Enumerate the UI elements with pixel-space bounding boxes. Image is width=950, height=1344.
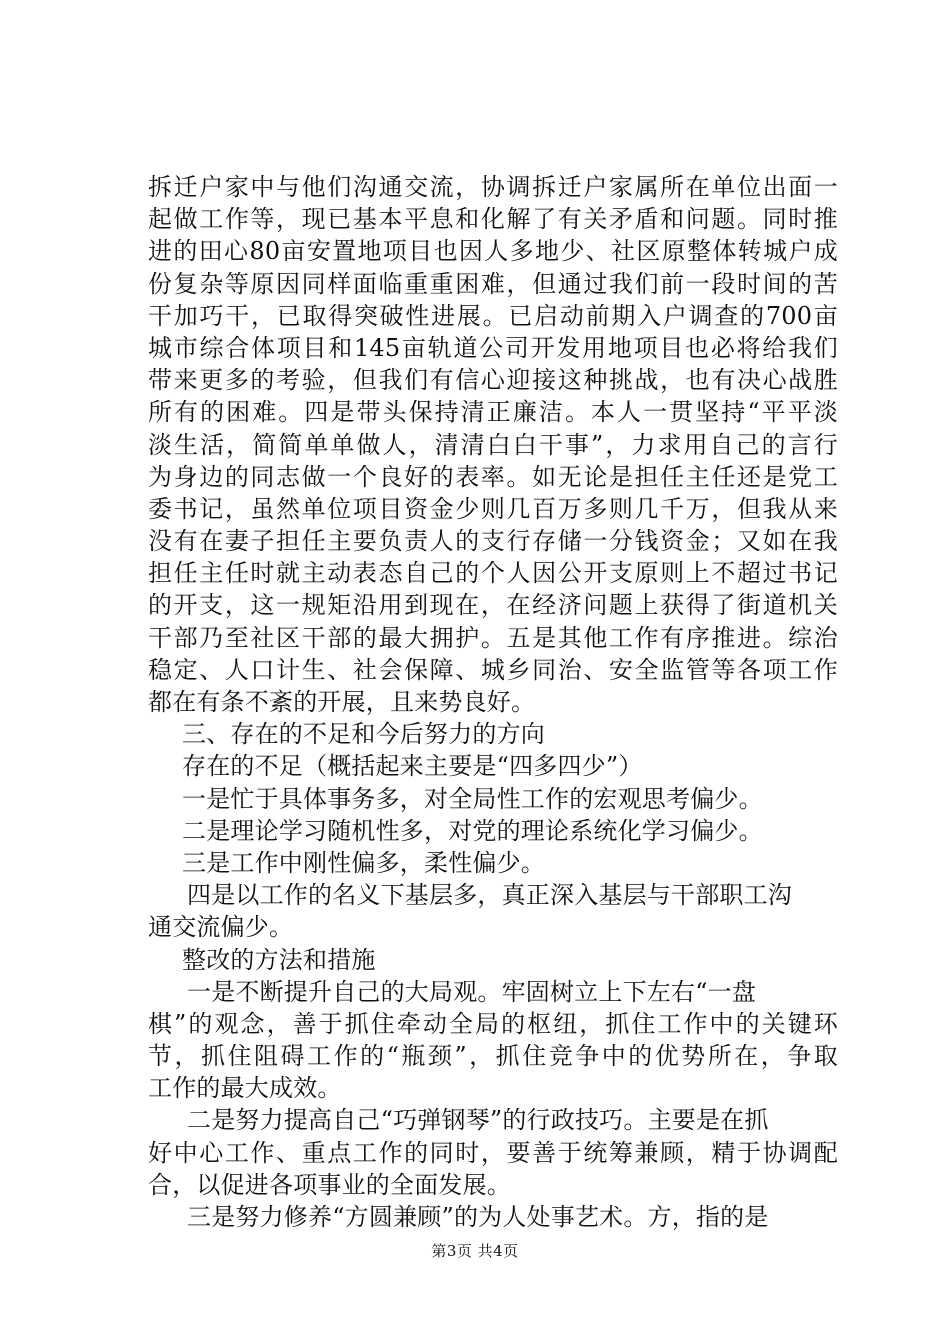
text-line: 没有在妻子担任主要负责人的支行存储一分钱资金；又如在我: [148, 527, 838, 556]
text-line: 为身边的同志做一个良好的表率。如无论是担任主任还是党工: [148, 462, 838, 491]
text-line: 进的田心80亩安置地项目也因人多地少、社区原整体转城户成: [148, 237, 838, 266]
text-line: 的开支，这一规矩沿用到现在，在经济问题上获得了街道机关: [148, 591, 838, 620]
text-line: 干加巧干，已取得突破性进展。已启动前期入户调查的700亩: [148, 301, 838, 330]
page-number: 第3页 共4页: [431, 1242, 519, 1260]
document-body: [148, 171, 838, 1233]
text-line: 委书记，虽然单位项目资金少则几百万多则几千万，但我从来: [148, 494, 838, 523]
text-line: 四是以工作的名义下基层多，真正深入基层与干部职工沟: [187, 881, 792, 910]
text-line: 份复杂等原因同样面临重重困难，但通过我们前一段时间的苦: [148, 269, 838, 298]
text-line: 担任主任时就主动表态自己的个人因公开支原则上不超过书记: [148, 559, 838, 588]
text-line: 棋”的观念，善于抓住牵动全局的枢纽，抓住工作中的关键环: [148, 1009, 838, 1038]
text-line: 好中心工作、重点工作的同时，要善于统筹兼顾，精于协调配: [148, 1138, 838, 1167]
text-line: 城市综合体项目和145亩轨道公司开发用地项目也必将给我们: [148, 333, 838, 362]
text-line: 淡生活，简简单单做人，清清白白干事”，力求用自己的言行: [148, 430, 838, 459]
text-line: 二是理论学习随机性多，对党的理论系统化学习偏少。: [182, 816, 763, 845]
text-line: 干部乃至社区干部的最大拥护。五是其他工作有序推进。综治: [148, 623, 838, 652]
text-line: 三是工作中刚性偏多，柔性偏少。: [182, 848, 545, 877]
text-line: 通交流偏少。: [148, 913, 294, 942]
text-line: 合，以促进各项事业的全面发展。: [148, 1170, 511, 1199]
subsection-heading: 存在的不足（概括起来主要是“四多四少”）: [182, 752, 643, 781]
text-line: 一是忙于具体事务多，对全局性工作的宏观思考偏少。: [182, 784, 763, 813]
text-line: 一是不断提升自己的大局观。牢固树立上下左右“一盘: [187, 977, 757, 1006]
text-line: 三是努力修养“方圆兼顾”的为人处事艺术。方，指的是: [187, 1203, 769, 1231]
text-line: 节，抓住阻碍工作的“瓶颈”，抓住竞争中的优势所在，争取: [148, 1042, 838, 1071]
text-line: 工作的最大成效。: [148, 1074, 342, 1103]
page-footer: [0, 1240, 950, 1261]
subsection-heading: 整改的方法和措施: [182, 945, 376, 974]
text-line: 二是努力提高自己“巧弹钢琴”的行政技巧。主要是在抓: [187, 1106, 769, 1135]
text-line: 带来更多的考验，但我们有信心迎接这种挑战，也有决心战胜: [148, 366, 838, 395]
text-line: 都在有条不紊的开展，且来势良好。: [148, 688, 536, 716]
text-line: 起做工作等，现已基本平息和化解了有关矛盾和问题。同时推: [148, 205, 838, 234]
text-line: 拆迁户家中与他们沟通交流，协调拆迁户家属所在单位出面一: [148, 173, 838, 201]
section-heading: 三、存在的不足和今后努力的方向: [182, 720, 545, 749]
text-line: 稳定、人口计生、社会保障、城乡同治、安全监管等各项工作: [148, 655, 838, 684]
text-line: 所有的困难。四是带头保持清正廉洁。本人一贯坚持“平平淡: [148, 398, 838, 427]
